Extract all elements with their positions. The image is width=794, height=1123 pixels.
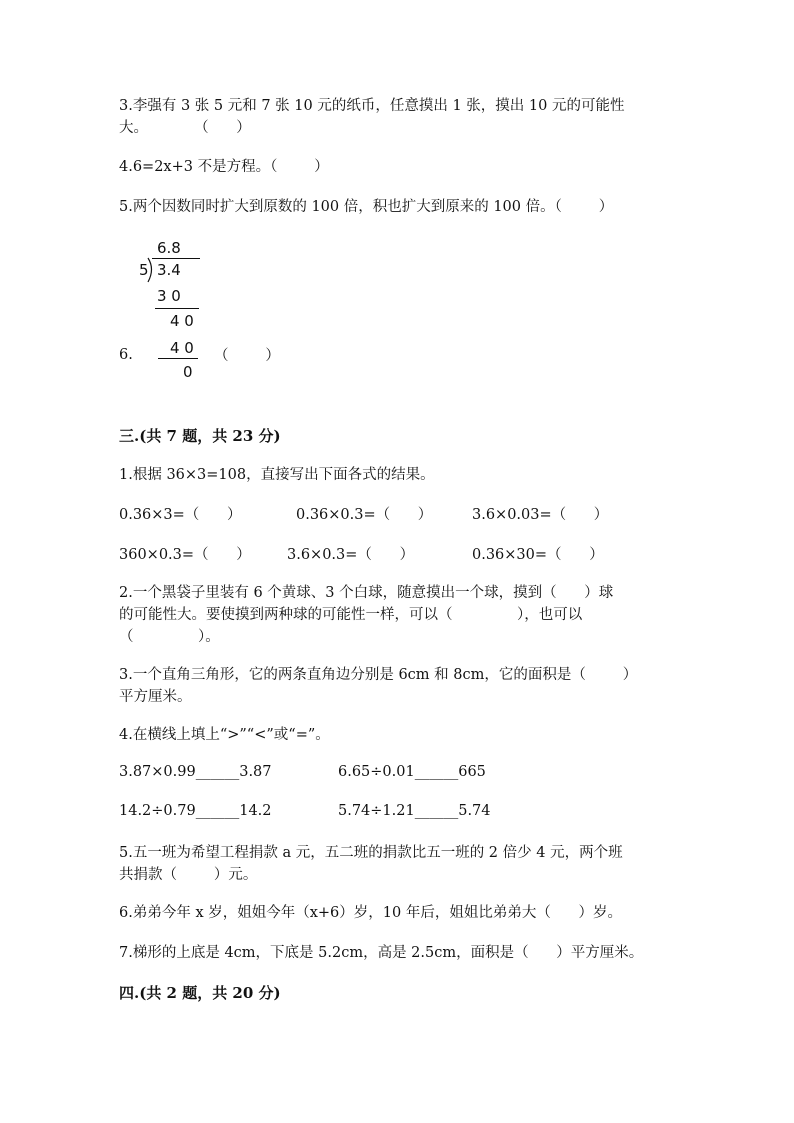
division-step1: 3 0 [157,287,181,305]
division-remainder: 0 [183,363,193,381]
judge-q6-number: 6. [119,347,133,363]
division-divisor: 5 [139,261,149,279]
judge-q3-line1: 3.李强有 3 张 5 元和 7 张 10 元的纸币，任意摸出 1 张，摸出 10 元的可能性 [119,98,625,114]
division-bracket [146,257,156,283]
s3-q1-item: 360×0.3=（ ） [119,547,251,563]
s3-q1-item: 0.36×3=（ ） [119,507,242,523]
division-step2: 4 0 [170,312,194,330]
judge-q6-blank: （ ） [214,348,280,364]
s3-q7: 7.梯形的上底是 4cm，下底是 5.2cm，高是 2.5cm，面积是（ ）平方厘米。 [119,945,644,961]
section-3-heading: 三.(共 7 题，共 23 分) [119,427,281,445]
s3-q1-text: 1.根据 36×3=108，直接写出下面各式的结果。 [119,467,435,483]
s3-q5-line2: 共捐款（ ）元。 [119,867,258,883]
s3-q2-line3: （ ）。 [119,629,220,645]
division-step3: 4 0 [170,339,194,357]
s3-q4-item: 5.74÷1.21______5.74 [338,803,491,819]
s3-q4-item: 6.65÷0.01______665 [338,764,486,780]
s3-q3-line2: 平方厘米。 [119,689,192,705]
s3-q2-line2: 的可能性大。要使摸到两种球的可能性一样，可以（ ），也可以 [119,607,583,623]
judge-q3-line2: 大。 （ ） [119,120,251,136]
s3-q4-item: 3.87×0.99______3.87 [119,764,272,780]
division-dividend: 3.4 [157,261,181,279]
s3-q1-item: 0.36×0.3=（ ） [296,507,433,523]
s3-q1-item: 0.36×30=（ ） [472,547,604,563]
division-line-1 [155,308,199,309]
section-4-heading: 四.(共 2 题，共 20 分) [119,984,281,1002]
division-line-2 [158,358,198,359]
s3-q1-item: 3.6×0.3=（ ） [287,547,415,563]
s3-q1-item: 3.6×0.03=（ ） [472,507,609,523]
division-bar [152,258,200,259]
s3-q5-line1: 5.五一班为希望工程捐款 a 元，五二班的捐款比五一班的 2 倍少 4 元，两个班 [119,845,623,861]
s3-q4-text: 4.在横线上填上“>”“<”或“=”。 [119,727,330,743]
judge-q4: 4.6=2x+3 不是方程。（ ） [119,159,329,175]
judge-q5: 5.两个因数同时扩大到原数的 100 倍，积也扩大到原来的 100 倍。（ ） [119,199,614,215]
s3-q2-line1: 2.一个黑袋子里装有 6 个黄球、3 个白球，随意摸出一个球，摸到（ ）球 [119,585,614,601]
s3-q3-line1: 3.一个直角三角形，它的两条直角边分别是 6cm 和 8cm，它的面积是（ ） [119,667,638,683]
s3-q6: 6.弟弟今年 x 岁，姐姐今年（x+6）岁，10 年后，姐姐比弟弟大（ ）岁。 [119,905,622,921]
s3-q4-item: 14.2÷0.79______14.2 [119,803,272,819]
division-quotient: 6.8 [157,239,181,257]
